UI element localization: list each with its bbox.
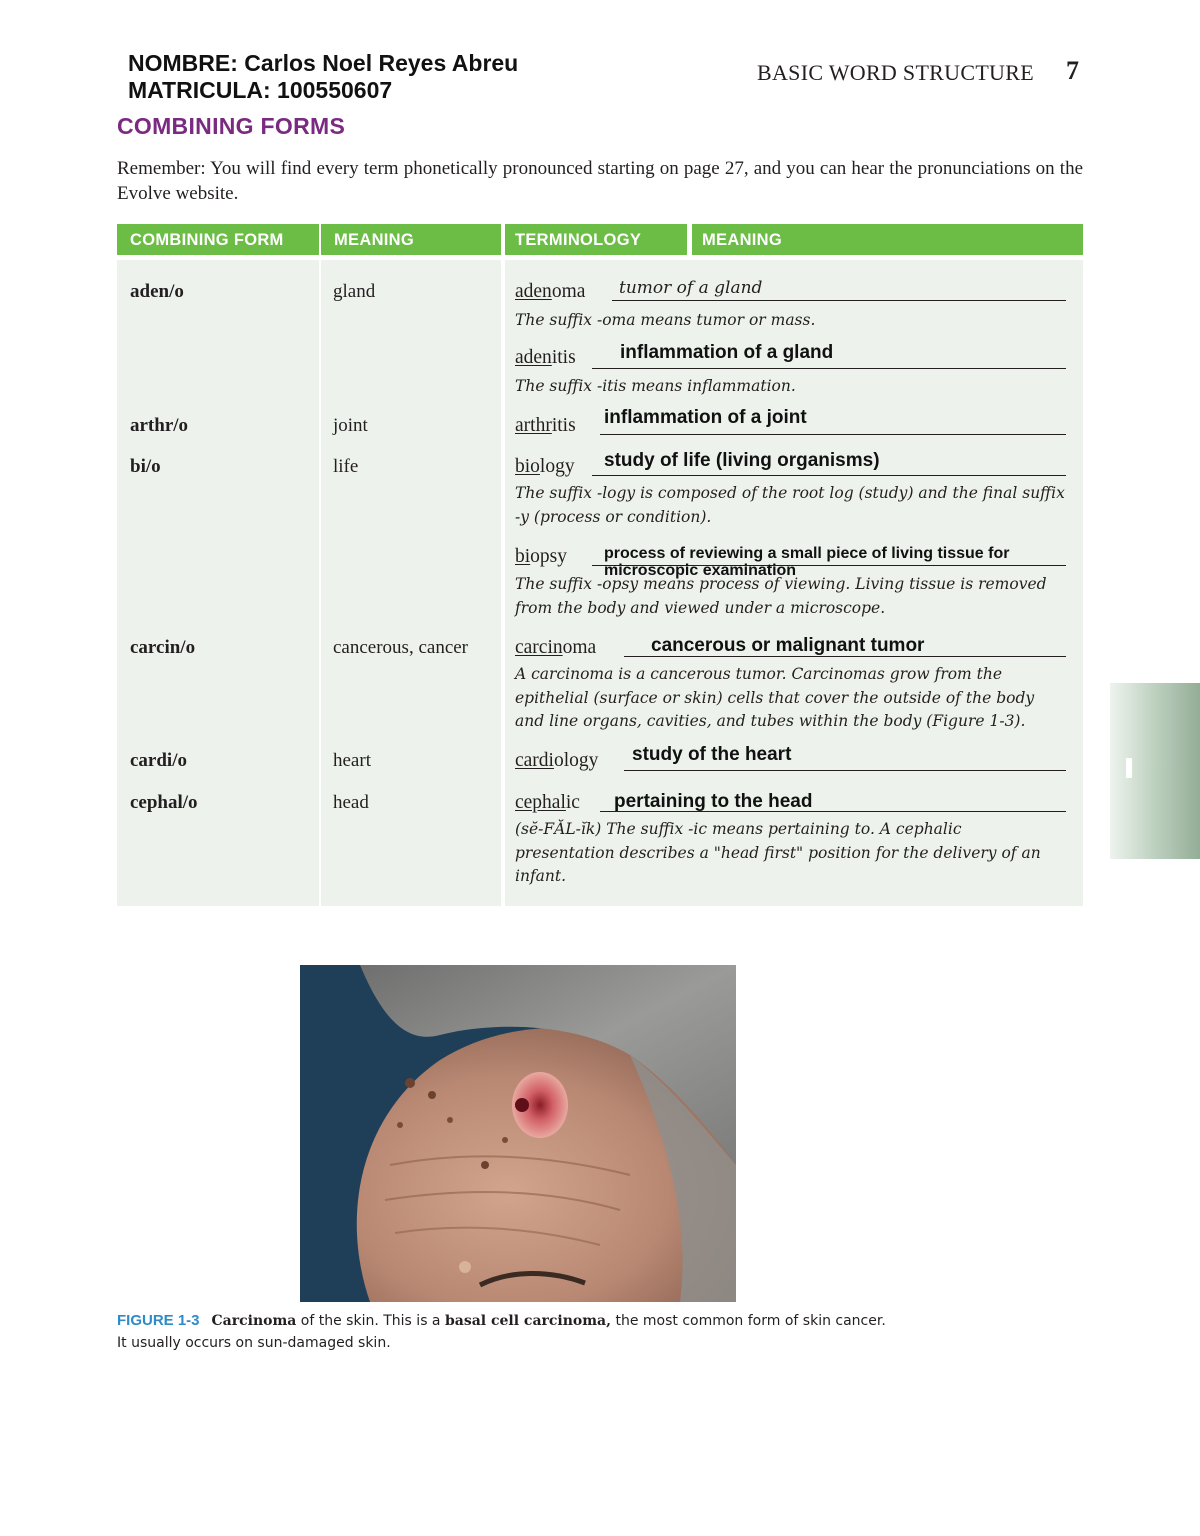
term-cardiology xyxy=(515,750,598,772)
meaning: joint xyxy=(333,415,368,436)
term-note: The suffix -itis means inflammation. xyxy=(515,377,796,395)
forehead-photo-illustration xyxy=(300,965,736,1302)
student-id: MATRICULA: 100550607 xyxy=(128,77,393,103)
term-cephalic xyxy=(515,792,580,814)
term-adenoma xyxy=(515,281,585,303)
term-suffix: opsy xyxy=(530,546,568,567)
chapter-tab-marker xyxy=(1126,758,1132,778)
caption-text: the most common form of skin cancer. xyxy=(611,1313,886,1329)
intro-paragraph: Remember: You will find every term phonetically pronounced starting on page 27, and you can hear the pronunciations on the Evolve website. xyxy=(117,158,1083,204)
term-root: bi xyxy=(515,546,531,567)
term-note: A carcinoma is a cancerous tumor. Carcinomas grow from the epithelial (surface or skin) cells that cover the outside of the body and line organs, cavities, and tubes within the body (Figure 1-3). xyxy=(515,665,1035,730)
term-suffix: oma xyxy=(562,637,597,658)
student-name: NOMBRE: Carlos Noel Reyes Abreu xyxy=(128,50,519,76)
answer-line xyxy=(592,475,1066,476)
term-arthritis xyxy=(515,415,576,437)
term-suffix: ic xyxy=(565,792,580,813)
answer-field[interactable]: study of the heart xyxy=(632,744,792,765)
meaning: head xyxy=(333,792,369,813)
running-head: BASIC WORD STRUCTURE xyxy=(757,60,1034,85)
chapter-side-tab xyxy=(1110,683,1200,859)
figure-photo xyxy=(300,965,736,1302)
figure-caption xyxy=(117,1310,1067,1354)
term-note: The suffix -opsy means process of viewing. Living tissue is removed from the body and viewed under a microscope. xyxy=(515,575,1047,617)
page-number: 7 xyxy=(1066,56,1079,85)
combining-form: bi/o xyxy=(130,456,161,477)
meaning: gland xyxy=(333,281,376,302)
term-note: The suffix -logy is composed of the root log (study) and the final suffix -y (process or condition). xyxy=(515,484,1065,526)
combining-form: carcin/o xyxy=(130,637,196,658)
caption-bold: basal cell carcinoma, xyxy=(444,1313,612,1329)
answer-field[interactable]: study of life (living organisms) xyxy=(604,450,880,471)
meaning: heart xyxy=(333,750,371,771)
caption-text: of the skin. This is a xyxy=(296,1313,445,1329)
answer-line xyxy=(592,368,1066,369)
header-meaning: MEANING xyxy=(321,224,501,255)
term-biopsy xyxy=(515,546,567,568)
term-root: aden xyxy=(515,281,552,302)
answer-line xyxy=(600,434,1066,435)
term-root: cephal xyxy=(515,792,566,813)
term-biology xyxy=(515,456,575,478)
combining-form: aden/o xyxy=(130,281,184,302)
term-suffix: oma xyxy=(551,281,586,302)
section-title: COMBINING FORMS xyxy=(117,113,346,139)
answer-field[interactable]: pertaining to the head xyxy=(614,791,813,812)
answer-field[interactable]: tumor of a gland xyxy=(619,278,763,298)
term-root: bio xyxy=(515,456,540,477)
header-combining-form: COMBINING FORM xyxy=(117,224,319,255)
term-root: cardi xyxy=(515,750,554,771)
combining-form: cardi/o xyxy=(130,750,187,771)
answer-field[interactable]: process of reviewing a small piece of living tissue for microscopic examination xyxy=(604,545,1010,579)
term-suffix: ology xyxy=(553,750,599,771)
caption-bold: Carcinoma xyxy=(211,1313,297,1329)
term-suffix: itis xyxy=(551,415,576,436)
header-term-meaning: MEANING xyxy=(692,224,1083,255)
answer-field[interactable]: cancerous or malignant tumor xyxy=(651,635,925,656)
term-root: aden xyxy=(515,347,552,368)
header-terminology: TERMINOLOGY xyxy=(505,224,687,255)
answer-line xyxy=(612,300,1066,301)
answer-line xyxy=(624,770,1066,771)
term-note: The suffix -oma means tumor or mass. xyxy=(515,311,816,329)
combining-form: arthr/o xyxy=(130,415,189,436)
figure-label: FIGURE 1-3 xyxy=(117,1312,200,1329)
term-root: carcin xyxy=(515,637,563,658)
answer-field[interactable]: inflammation of a joint xyxy=(604,407,807,428)
term-note: (sĕ-FĂL-ĭk) The suffix -ic means pertaining to. A cephalic presentation describes a "head first" position for the delivery of an infant. xyxy=(515,820,1041,885)
caption-text: It usually occurs on sun-damaged skin. xyxy=(117,1335,391,1351)
term-adenitis xyxy=(515,347,576,369)
meaning: life xyxy=(333,456,359,477)
term-suffix: logy xyxy=(539,456,575,477)
meaning: cancerous, cancer xyxy=(333,637,469,658)
answer-field[interactable]: inflammation of a gland xyxy=(620,342,834,363)
combining-form: cephal/o xyxy=(130,792,198,813)
term-suffix: itis xyxy=(551,347,576,368)
term-root: arthr xyxy=(515,415,552,436)
term-carcinoma xyxy=(515,637,596,659)
